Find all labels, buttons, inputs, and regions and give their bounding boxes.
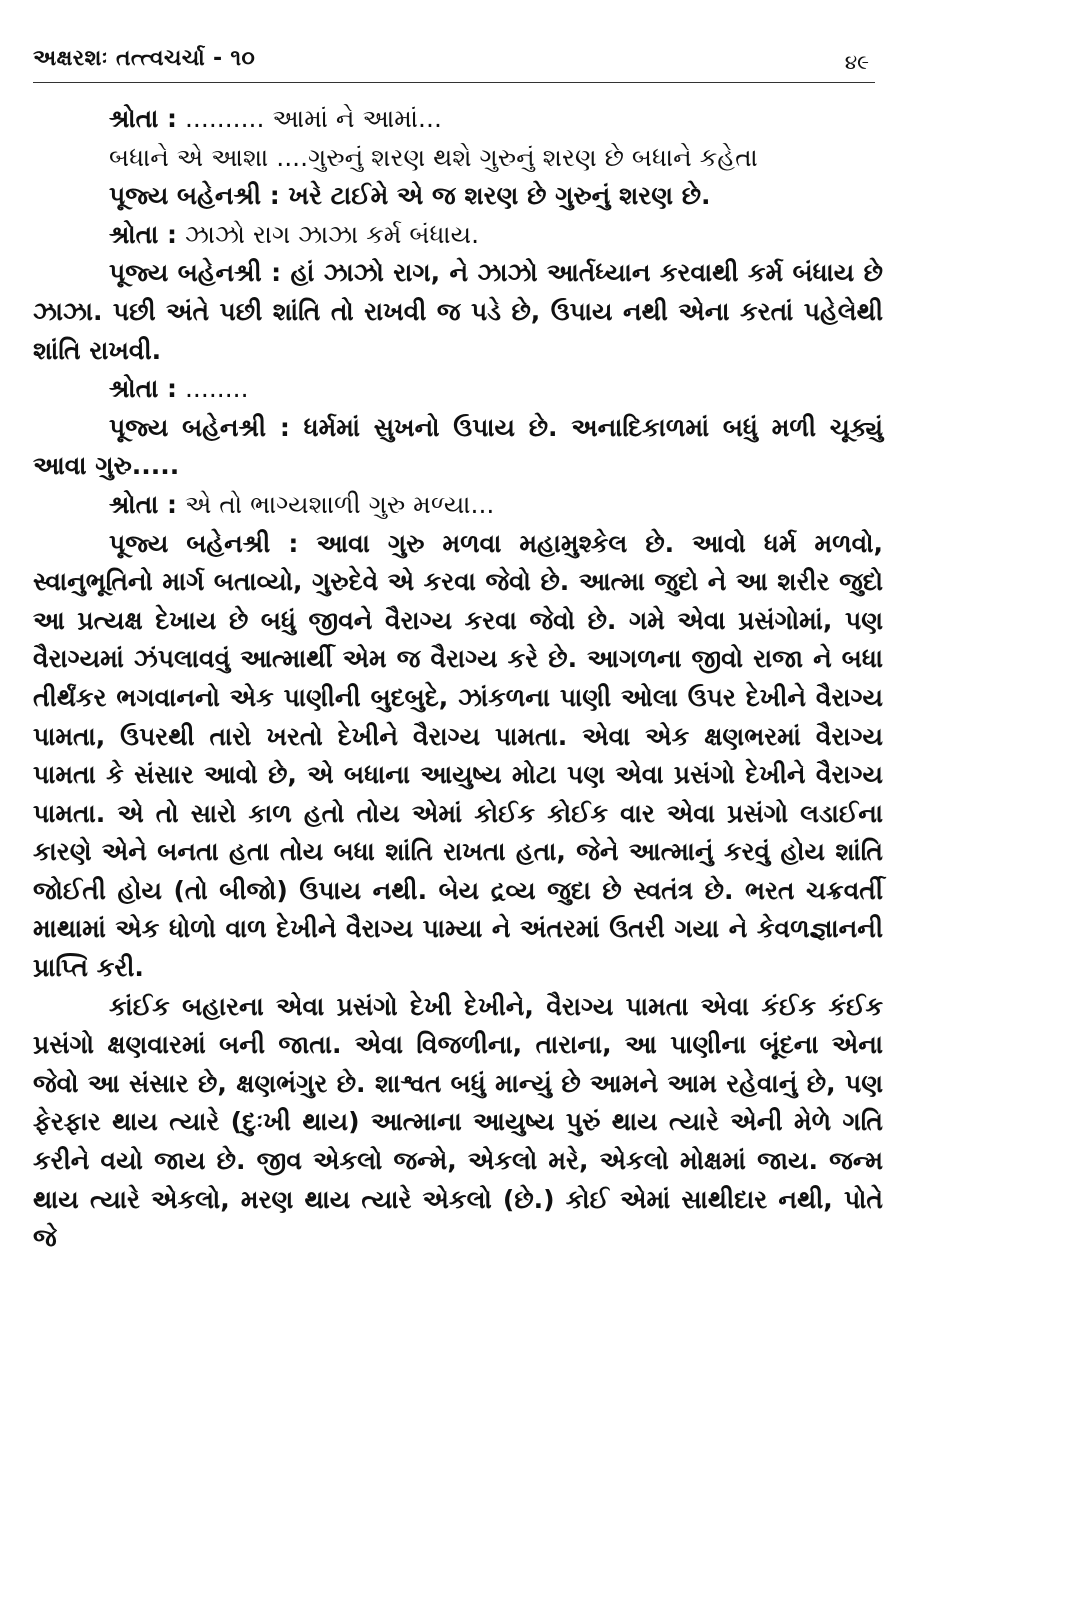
paragraph-text: આવા ગુરુ મળવા મહામુશ્કેલ છે. આવો ધર્મ મળવો, સ્વાનુભૂતિનો માર્ગ બતાવ્યો, ગુરુદેવે એ કરવા જેવો છે. આત્મા જુદો ને આ શરીર જુદો આ પ્રત્યક્ષ દેખાય છે બધું જીવને વૈરાગ્ય કરવા જેવો છે. ગમે એવા પ્રસંગોમાં, પણ વૈરાગ્યમાં ઝંપલાવવું આત્માર્થી એમ જ વૈરાગ્ય કરે છે. આગળના જીવો રાજા ને બધા તીર્થંકર ભગવાનનો એક પાણીની બુદબુદે, ઝાંકળના પાણી ઓલા ઉપર દેખીને વૈરાગ્ય પામતા, ઉપરથી તારો ખરતો દેખીને વૈરાગ્ય પામતા. એવા એક ક્ષણભરમાં વૈરાગ્ય પામતા કે સંસાર આવો છે, એ બધાના આયુષ્ય મોટા પણ એવા પ્રસંગો દેખીને વૈરાગ્ય પામતા. એ તો સારો કાળ હતો તોય એમાં કોઈક કોઈક વાર એવા પ્રસંગો લડાઈના કારણે એને બનતા હતા તોય બધા શાંતિ રાખતા હતા, જેને આત્માનું કરવું હોય શાંતિ જોઈતી હોય (તો બીજો) ઉપાય નથી. બેય દ્રવ્ય જુદા છે સ્વતંત્ર છે. ભરત ચક્રવર્તી માથામાં એક ધોળો વાળ દેખીને વૈરાગ્ય પામ્યા ને અંતરમાં ઉતરી ગયા ને કેવળજ્ઞાનની પ્રાપ્તિ કરી.	[33, 528, 883, 983]
running-title: અક્ષરશઃ તત્ત્વચર્ચા - ૧૦	[33, 46, 256, 71]
paragraph	[33, 988, 883, 1258]
paragraph	[33, 525, 883, 988]
paragraph	[33, 177, 883, 216]
speaker-label: શ્રોતા :	[109, 374, 178, 404]
speaker-label: પૂજ્ય બહેનશ્રી :	[109, 528, 299, 558]
paragraph	[33, 139, 883, 178]
paragraph-text: .......... આમાં ને આમાં...	[177, 104, 442, 133]
paragraph	[33, 370, 883, 409]
paragraph-text: ઝાઝો રાગ ઝાઝા કર્મ બંધાય.	[177, 219, 480, 249]
paragraph-text: ધર્મમાં સુખનો ઉપાય છે. અનાદિકાળમાં બધું મળી ચૂક્યું આવા ગુરુ.....	[33, 412, 883, 481]
body-text	[33, 100, 883, 1258]
paragraph	[33, 409, 883, 486]
paragraph	[33, 254, 883, 370]
paragraph-text: ........	[177, 374, 249, 404]
paragraph-text: ખરે ટાઈમે એ જ શરણ છે ગુરુનું શરણ છે.	[279, 181, 711, 211]
speaker-label: પૂજ્ય બહેનશ્રી :	[109, 258, 282, 288]
paragraph-text: હાં ઝાઝો રાગ, ને ઝાઝો આર્તધ્યાન કરવાથી કર્મ બંધાય છે ઝાઝા. પછી અંતે પછી શાંતિ તો રાખવી જ પડે છે, ઉપાય નથી એના કરતાં પહેલેથી શાંતિ રાખવી.	[33, 258, 883, 365]
paragraph-text: બધાને એ આશા ....ગુરુનું શરણ થશે ગુરુનું શરણ છે બધાને કહેતા	[109, 142, 758, 172]
paragraph	[33, 486, 883, 525]
page-header	[33, 42, 875, 83]
speaker-label: પૂજ્ય બહેનશ્રી :	[109, 181, 280, 211]
speaker-label: શ્રોતા :	[109, 104, 178, 133]
paragraph-text: એ તો ભાગ્યશાળી ગુરુ મળ્યા...	[177, 489, 495, 519]
page-number: ૪૯	[844, 50, 869, 74]
paragraph-text: કાંઈક બહારના એવા પ્રસંગો દેખી દેખીને, વૈરાગ્ય પામતા એવા કંઈક કંઈક પ્રસંગો ક્ષણવારમાં બની જાતા. એવા વિજળીના, તારાના, આ પાણીના બૂંદના એના જેવો આ સંસાર છે, ક્ષણભંગુર છે. શાશ્વત બધું માન્યું છે આમને આમ રહેવાનું છે, પણ ફેરફાર થાય ત્યારે (દુઃખી થાય) આત્માના આયુષ્ય પુરું થાય ત્યારે એની મેળે ગતિ કરીને વયો જાય છે. જીવ એકલો જન્મે, એકલો મરે, એકલો મોક્ષમાં જાય. જન્મ થાય ત્યારે એકલો, મરણ થાય ત્યારે એકલો (છે.) કોઈ એમાં સાથીદાર નથી, પોતે જે	[33, 991, 883, 1253]
speaker-label: પૂજ્ય બહેનશ્રી :	[109, 412, 290, 442]
paragraph	[33, 100, 883, 139]
paragraph	[33, 216, 883, 255]
speaker-label: શ્રોતા :	[109, 219, 178, 249]
speaker-label: શ્રોતા :	[109, 489, 178, 519]
